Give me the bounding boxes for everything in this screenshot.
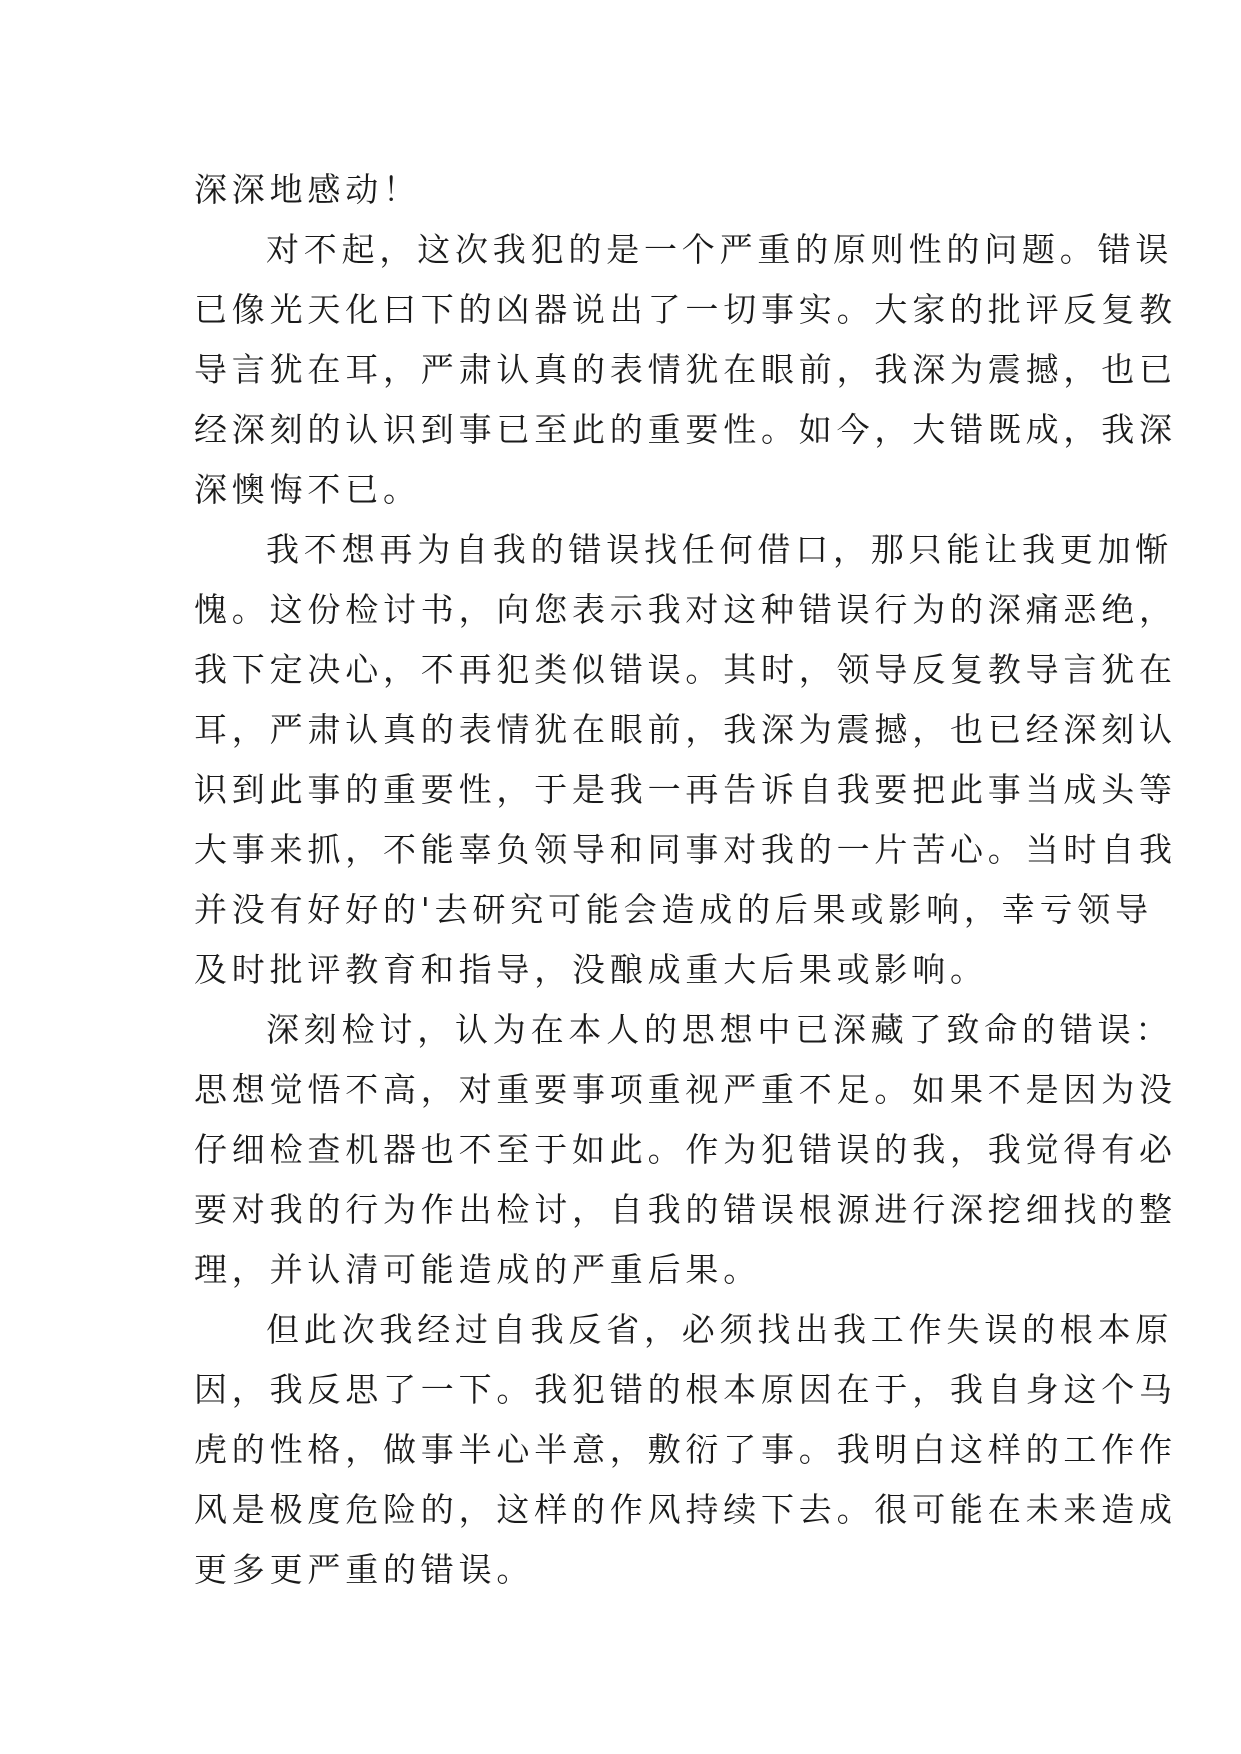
paragraph-first-line: 对不起，这次我犯的是一个严重的原则性的问题。错误 xyxy=(266,230,1174,269)
text-line: 思想觉悟不高，对重要事项重视严重不足。如果不是因为没 xyxy=(194,1070,1177,1109)
document-body xyxy=(194,160,1177,1600)
text-line: 风是极度危险的，这样的作风持续下去。很可能在未来造成 xyxy=(194,1490,1177,1529)
text-line: 理，并认清可能造成的严重后果。 xyxy=(194,1250,761,1289)
text-line: 更多更严重的错误。 xyxy=(194,1550,535,1589)
text-line: 导言犹在耳，严肃认真的表情犹在眼前，我深为震撼，也已 xyxy=(194,350,1177,389)
text-line: 因，我反思了一下。我犯错的根本原因在于，我自身这个马 xyxy=(194,1370,1177,1409)
text-line: 大事来抓，不能辜负领导和同事对我的一片苦心。当时自我 xyxy=(194,830,1177,869)
text-line: 耳，严肃认真的表情犹在眼前，我深为震撼，也已经深刻认 xyxy=(194,710,1177,749)
text-line: 并没有好好的'去研究可能会造成的后果或影响，幸亏领导 xyxy=(194,890,1153,929)
text-line: 识到此事的重要性，于是我一再告诉自我要把此事当成头等 xyxy=(194,770,1177,809)
text-line: 深深地感动！ xyxy=(194,170,421,209)
paragraph-first-line: 但此次我经过自我反省，必须找出我工作失误的根本原 xyxy=(266,1310,1174,1349)
text-line: 愧。这份检讨书，向您表示我对这种错误行为的深痛恶绝， xyxy=(194,590,1177,629)
text-line: 要对我的行为作出检讨，自我的错误根源进行深挖细找的整 xyxy=(194,1190,1177,1229)
text-line: 深懊悔不已。 xyxy=(194,470,421,509)
text-line: 经深刻的认识到事已至此的重要性。如今，大错既成，我深 xyxy=(194,410,1177,449)
text-line: 仔细检查机器也不至于如此。作为犯错误的我，我觉得有必 xyxy=(194,1130,1177,1169)
text-line: 已像光天化曰下的凶器说出了一切事实。大家的批评反复教 xyxy=(194,290,1177,329)
text-line: 虎的性格，做事半心半意，敷衍了事。我明白这样的工作作 xyxy=(194,1430,1177,1469)
text-line: 及时批评教育和指导，没酿成重大后果或影响。 xyxy=(194,950,988,989)
paragraph-first-line: 深刻检讨，认为在本人的思想中已深藏了致命的错误： xyxy=(266,1010,1174,1049)
text-line: 我下定决心，不再犯类似错误。其时，领导反复教导言犹在 xyxy=(194,650,1177,689)
paragraph-first-line: 我不想再为自我的错误找任何借口，那只能让我更加惭 xyxy=(266,530,1174,569)
